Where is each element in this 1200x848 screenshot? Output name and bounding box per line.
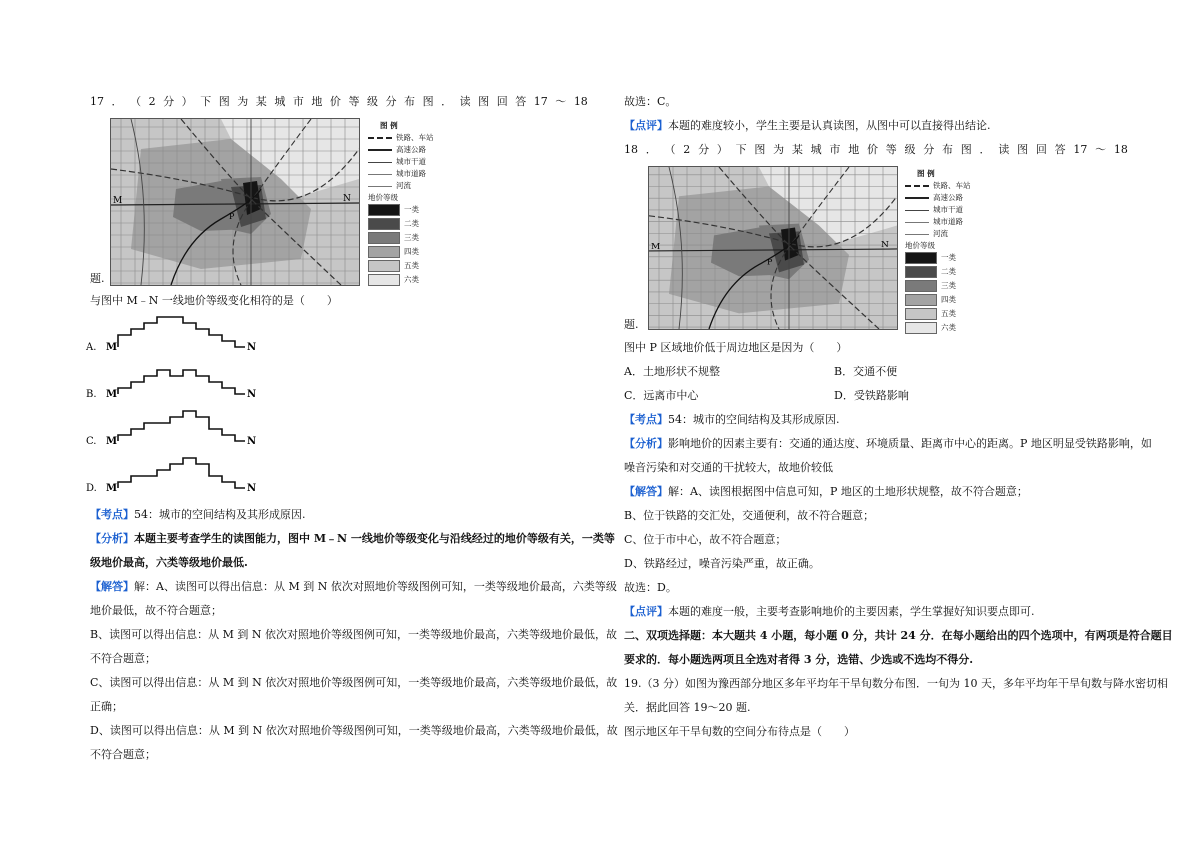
grade-label: 五类: [404, 261, 419, 270]
header-char: ．: [111, 95, 123, 108]
jieda-17-b2: 不符合题意；: [90, 652, 156, 665]
land-price-map-q18: [648, 166, 898, 330]
header-char: 为: [237, 95, 249, 108]
profile-label-n: N: [247, 389, 257, 400]
header-char: 市: [292, 95, 304, 108]
grade-label: 四类: [941, 295, 956, 304]
header-char: ～: [1095, 143, 1107, 156]
map-svg: [649, 167, 897, 329]
header-char: ）: [181, 95, 193, 108]
option-d-18: D．受铁路影响: [834, 389, 909, 402]
grade-title: 地价等级: [905, 241, 935, 250]
header-char: 城: [810, 143, 822, 156]
land-price-map-q17: [110, 118, 360, 286]
jieda-18-c: C、位于市中心，故不符合题意；: [624, 533, 787, 546]
legend-label: 城市道路: [396, 169, 426, 178]
header-char: ～: [555, 95, 567, 108]
label-n: N: [881, 240, 889, 250]
dianping-text: 本题的难度较小，学生主要是认真读图，从图中可以直接得出结论.: [668, 119, 991, 132]
profile-label-n: N: [247, 483, 257, 494]
grade-item: [368, 246, 434, 258]
step-profile: [118, 458, 245, 488]
grade-label: 四类: [404, 247, 419, 256]
grade-swatch: [368, 204, 400, 216]
grade-swatch: [368, 274, 400, 286]
jieda-18-d: D、铁路经过，噪音污染严重，故正确。: [624, 557, 820, 570]
label-n: N: [343, 194, 351, 204]
option-label: B.: [86, 389, 97, 400]
header-char: 地: [848, 143, 860, 156]
map-svg: [111, 119, 359, 285]
question-19-line2: 关．据此回答 19～20 题.: [624, 701, 751, 714]
jieda-17-line1: [90, 580, 617, 594]
header-char: 布: [404, 95, 416, 108]
legend-line-symbol: [368, 174, 392, 175]
question-18-stem: 图中 P 区域地价低于周边地区是因为（ ）: [624, 341, 848, 354]
grade-item: [368, 232, 434, 244]
header-char: 图: [754, 143, 766, 156]
grade-label: 一类: [941, 253, 956, 262]
grade-title: 地价等级: [368, 193, 398, 202]
label-m: M: [651, 242, 661, 252]
grade-item: [368, 260, 434, 272]
header-char: 18: [573, 95, 588, 108]
dianping-tag: 【点评】: [624, 119, 668, 132]
option-label: A.: [86, 342, 97, 353]
jieda-17-b1: B、读图可以得出信息：从 M 到 N 依次对照地价等级图例可知，一类等级地价最高，六类等级地价最低，故: [90, 628, 617, 641]
header-char: 布: [942, 143, 954, 156]
header-char: 等: [885, 143, 897, 156]
legend-item: [905, 204, 971, 216]
profile-label-n: N: [247, 436, 257, 447]
dianping-17: [624, 119, 991, 133]
grade-swatch: [368, 260, 400, 272]
header-char: 回: [496, 95, 508, 108]
grade-swatch: [368, 218, 400, 230]
grade-label: 二类: [404, 219, 419, 228]
header-char: ．: [979, 143, 991, 156]
question-18-header: [624, 143, 1128, 157]
legend-item: [905, 192, 971, 204]
profile-label-m: M: [106, 389, 118, 400]
question-19-line1: 19.（3 分）如图为豫西部分地区多年平均年干旱旬数分布图．一旬为 10 天，多年平均年干旱旬数与降水密切相: [624, 677, 1168, 690]
fenxi-tag: 【分析】: [624, 437, 668, 450]
profile-label-m: M: [106, 342, 118, 353]
header-char: ．: [441, 95, 453, 108]
header-char: 级: [366, 95, 378, 108]
fenxi-tag: 【分析】: [90, 532, 134, 545]
legend-line-symbol: [905, 222, 929, 223]
legend-label: 城市干道: [933, 205, 963, 214]
header-char: 图: [422, 95, 434, 108]
question-19-stem: 图示地区年干旱旬数的空间分布待点是（ ）: [624, 725, 855, 738]
option-b-18: B．交通不便: [834, 365, 898, 378]
grade-item: [905, 252, 971, 264]
grade-item: [905, 266, 971, 278]
legend-line-symbol: [905, 185, 929, 187]
header-char: 分: [923, 143, 935, 156]
header-char: 为: [773, 143, 785, 156]
grade-item: [368, 274, 434, 286]
map-legend-q18: [905, 168, 971, 336]
header-char: 地: [311, 95, 323, 108]
kaodian-tag: 【考点】: [624, 413, 668, 426]
legend-label: 高速公路: [933, 193, 963, 202]
header-char: 17: [533, 95, 548, 108]
map-legend-q17: [368, 120, 434, 288]
guxuan-d: 故选：D。: [624, 581, 677, 594]
header-char: 下: [735, 143, 747, 156]
header-char: （: [664, 143, 676, 156]
legend-item: [368, 144, 434, 156]
option-a-18: A．土地形状不规整: [624, 365, 720, 378]
grade-item: [905, 280, 971, 292]
legend-item: [905, 228, 971, 240]
legend-label: 铁路、车站: [396, 133, 434, 142]
header-char: 回: [1035, 143, 1047, 156]
legend-line-symbol: [368, 162, 392, 163]
kaodian-17: [90, 508, 306, 522]
header-char: （: [130, 95, 142, 108]
profile-label-m: M: [106, 483, 118, 494]
legend-item: [368, 180, 434, 192]
kaodian-tag: 【考点】: [90, 508, 134, 521]
header-char: 某: [255, 95, 267, 108]
fenxi-17-line1: [90, 532, 615, 546]
option-c-18: C．远离市中心: [624, 389, 699, 402]
grade-item: [905, 322, 971, 334]
legend-title: 图 例: [380, 121, 398, 130]
label-p: P: [767, 257, 773, 267]
header-char: 分: [698, 143, 710, 156]
grade-item: [905, 294, 971, 306]
fenxi-17-line2: 级地价最高，六类等级地价最低.: [90, 556, 248, 569]
grade-label: 三类: [404, 233, 419, 242]
grade-label: 六类: [941, 323, 956, 332]
jieda-tag: 【解答】: [624, 485, 668, 498]
kaodian-text: 54：城市的空间结构及其形成原因.: [134, 508, 306, 521]
question-18-tail: 题.: [624, 318, 639, 331]
fenxi-text: 本题主要考查学生的读图能力，图中 M﹣N 一线地价等级变化与沿线经过的地价等级有关，一类等: [134, 532, 615, 545]
header-char: 答: [515, 95, 527, 108]
header-char: 读: [459, 95, 471, 108]
header-char: 图: [960, 143, 972, 156]
fenxi-18-line1: [624, 437, 1152, 451]
legend-line-symbol: [905, 210, 929, 211]
legend-label: 铁路、车站: [933, 181, 971, 190]
header-char: 2: [683, 143, 691, 156]
section-2-heading-line2: 要求的．每小题选两项且全选对者得 3 分，选错、少选或不选均不得分.: [624, 653, 974, 666]
header-char: 18: [624, 143, 638, 156]
header-char: 2: [148, 95, 156, 108]
grade-swatch: [905, 252, 937, 264]
header-char: 城: [274, 95, 286, 108]
legend-item: [905, 180, 971, 192]
legend-title: 图 例: [917, 169, 935, 178]
legend-label: 城市道路: [933, 217, 963, 226]
legend-item: [368, 132, 434, 144]
grade-label: 五类: [941, 309, 956, 318]
grade-swatch: [905, 266, 937, 278]
legend-label: 河流: [396, 181, 411, 190]
grade-swatch: [905, 322, 937, 334]
grade-swatch: [368, 246, 400, 258]
header-char: 17: [1073, 143, 1088, 156]
profile-label-m: M: [106, 436, 118, 447]
header-char: 图: [478, 95, 490, 108]
legend-line-symbol: [368, 149, 392, 151]
question-17-header: [90, 95, 588, 109]
grade-swatch: [905, 308, 937, 320]
answer-options-profiles: [84, 308, 284, 508]
question-17-tail: 题.: [90, 272, 105, 285]
fenxi-18-line2: 噪音污染和对交通的干扰较大，故地价较低: [624, 461, 833, 474]
header-char: 17: [90, 95, 104, 108]
kaodian-18: [624, 413, 840, 427]
grade-item: [905, 308, 971, 320]
jieda-18-b: B、位于铁路的交汇处，交通便利，故不符合题意；: [624, 509, 875, 522]
option-label: D.: [86, 483, 97, 494]
label-m: M: [113, 196, 123, 206]
legend-label: 河流: [933, 229, 948, 238]
header-char: 读: [998, 143, 1010, 156]
header-char: 价: [866, 143, 878, 156]
grade-label: 二类: [941, 267, 956, 276]
header-char: 市: [829, 143, 841, 156]
grade-swatch: [905, 280, 937, 292]
fenxi-text: 影响地价的因素主要有：交通的通达度、环境质量、距离市中心的距离。P 地区明显受铁路影响，如: [668, 437, 1152, 450]
grade-item: [368, 218, 434, 230]
legend-line-symbol: [368, 186, 392, 187]
jieda-18-line1: [624, 485, 1028, 499]
section-2-heading-line1: 二、双项选择题：本大题共 4 小题，每小题 0 分，共计 24 分．在每小题给出的四个选项中，有两项是符合题目: [624, 629, 1173, 642]
header-char: 下: [200, 95, 212, 108]
grade-swatch: [905, 294, 937, 306]
legend-label: 城市干道: [396, 157, 426, 166]
jieda-text: 解：A、读图可以得出信息：从 M 到 N 依次对照地价等级图例可知，一类等级地价最高，六类等级: [134, 580, 617, 593]
kaodian-text: 54：城市的空间结构及其形成原因.: [668, 413, 840, 426]
legend-item: [368, 156, 434, 168]
jieda-17-d2: 不符合题意；: [90, 748, 156, 761]
label-p: P: [229, 212, 235, 221]
legend-line-symbol: [905, 234, 929, 235]
jieda-17-d1: D、读图可以得出信息：从 M 到 N 依次对照地价等级图例可知，一类等级地价最高，六类等级地价最低，故: [90, 724, 618, 737]
grade-label: 六类: [404, 275, 419, 284]
header-char: ．: [645, 143, 657, 156]
header-char: 答: [1054, 143, 1066, 156]
legend-label: 高速公路: [396, 145, 426, 154]
grade-label: 三类: [941, 281, 956, 290]
jieda-17-line2: 地价最低，故不符合题意；: [90, 604, 222, 617]
dianping-18: [624, 605, 1035, 619]
header-char: 某: [791, 143, 803, 156]
question-17-stem: 与图中 M﹣N 一线地价等级变化相符的是（ ）: [90, 294, 338, 307]
guxuan-c: 故选：C。: [624, 95, 677, 108]
header-char: 图: [218, 95, 230, 108]
legend-line-symbol: [368, 137, 392, 139]
step-profile: [118, 411, 245, 441]
header-char: 图: [1017, 143, 1029, 156]
header-char: 等: [348, 95, 360, 108]
header-char: 级: [904, 143, 916, 156]
legend-line-symbol: [905, 197, 929, 199]
header-char: 分: [163, 95, 175, 108]
dianping-tag: 【点评】: [624, 605, 668, 618]
profile-label-n: N: [247, 342, 257, 353]
jieda-17-c2: 正确；: [90, 700, 123, 713]
header-char: 18: [1113, 143, 1128, 156]
jieda-17-c1: C、读图可以得出信息：从 M 到 N 依次对照地价等级图例可知，一类等级地价最高，六类等级地价最低，故: [90, 676, 618, 689]
dianping-text: 本题的难度一般，主要考查影响地价的主要因素，学生掌握好知识要点即可.: [668, 605, 1035, 618]
step-profile: [118, 317, 245, 347]
option-label: C.: [86, 436, 97, 447]
legend-item: [905, 216, 971, 228]
header-char: 分: [385, 95, 397, 108]
grade-swatch: [368, 232, 400, 244]
header-char: 价: [329, 95, 341, 108]
header-char: ）: [716, 143, 728, 156]
jieda-tag: 【解答】: [90, 580, 134, 593]
grade-label: 一类: [404, 205, 419, 214]
legend-item: [368, 168, 434, 180]
jieda-text: 解：A、读图根据图中信息可知，P 地区的土地形状规整，故不符合题意；: [668, 485, 1028, 498]
step-profile: [118, 370, 245, 394]
grade-item: [368, 204, 434, 216]
